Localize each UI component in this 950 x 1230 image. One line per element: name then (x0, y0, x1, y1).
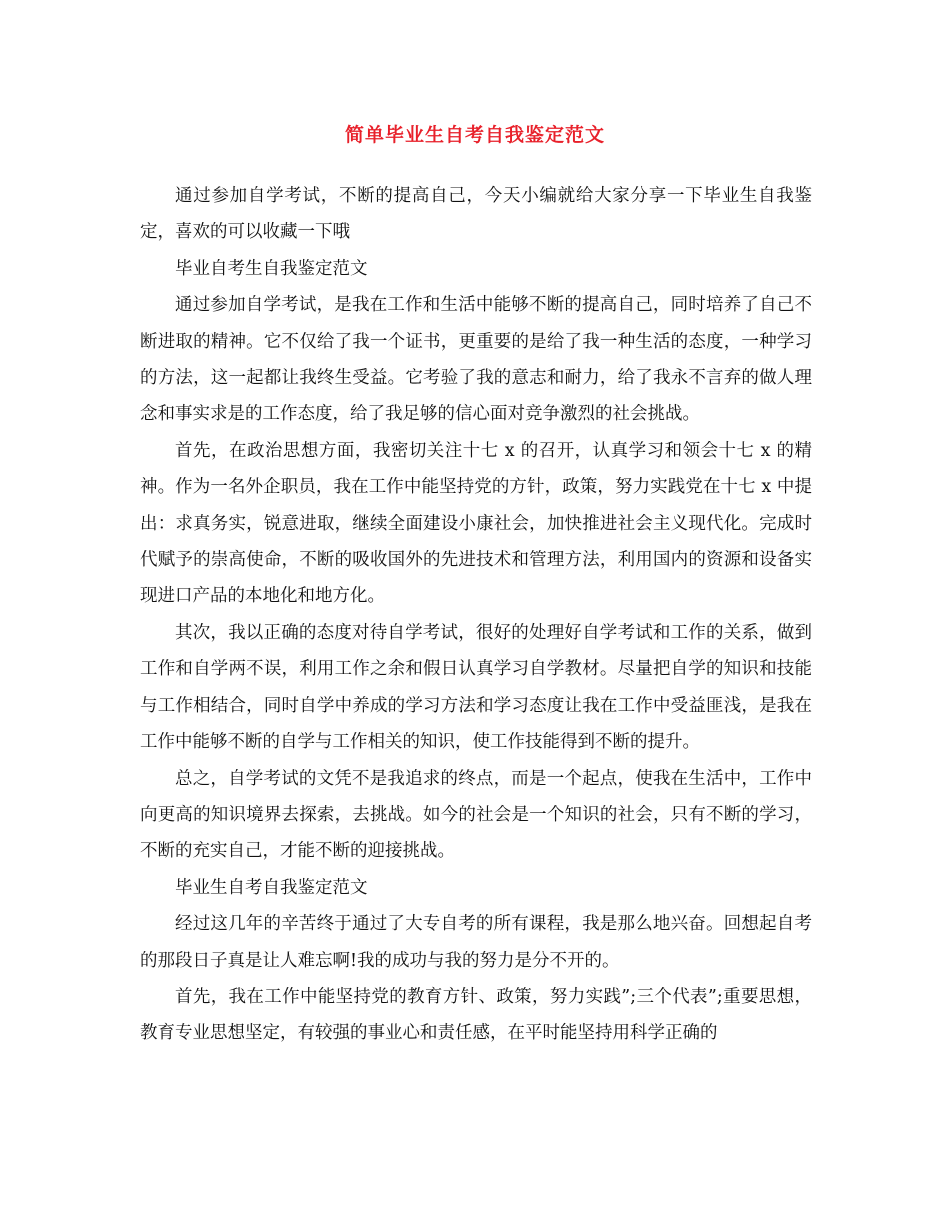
body-paragraph: 经过这几年的辛苦终于通过了大专自考的所有课程，我是那么地兴奋。回想起自考的那段日子真是让人难忘啊!我的成功与我的努力是分不开的。 (140, 914, 812, 971)
document-title: 简单毕业生自考自我鉴定范文 (344, 124, 605, 146)
section-heading-1: 毕业自考生自我鉴定范文 (175, 258, 368, 279)
document-body (140, 178, 812, 1052)
body-paragraph: 总之，自学考试的文凭不是我追求的终点，而是一个起点，使我在生活中，工作中向更高的知识境界去探索，去挑战。如今的社会是一个知识的社会，只有不断的学习，不断的充实自己，才能不断的迎接挑战。 (140, 768, 812, 862)
body-paragraph: 通过参加自学考试，是我在工作和生活中能够不断的提高自己，同时培养了自己不断进取的精神。它不仅给了我一个证书，更重要的是给了我一种生活的态度，一种学习的方法，这一起都让我终生受益。它考验了我的意志和耐力，给了我永不言弃的做人理念和事实求是的工作态度，给了我足够的信心面对竞争激烈的社会挑战。 (140, 295, 812, 425)
body-paragraph: 其次，我以正确的态度对待自学考试，很好的处理好自学考试和工作的关系，做到工作和自学两不误，利用工作之余和假日认真学习自学教材。尽量把自学的知识和技能与工作相结合，同时自学中养成的学习方法和学习态度让我在工作中受益匪浅，是我在工作中能够不断的自学与工作相关的知识，使工作技能得到不断的提升。 (140, 622, 812, 753)
section-heading-2: 毕业生自考自我鉴定范文 (175, 877, 368, 898)
intro-paragraph: 通过参加自学考试，不断的提高自己，今天小编就给大家分享一下毕业生自我鉴定，喜欢的可以收藏一下哦 (140, 186, 812, 243)
body-paragraph: 首先，在政治思想方面，我密切关注十七 x 的召开，认真学习和领会十七 x 的精神。作为一名外企职员，我在工作中能坚持党的方针，政策，努力实践党在十七 x 中提出：求真务实，锐意进取，继续全面建设小康社会，加快推进社会主义现代化。完成时代赋予的崇高使命，不断的吸收国外的先进技术和管理方法，利用国内的资源和设备实现进口产品的本地化和地方化。 (140, 440, 812, 607)
body-paragraph: 首先，我在工作中能坚持党的教育方针、政策，努力实践”;三个代表”;重要思想，教育专业思想坚定，有较强的事业心和责任感，在平时能坚持用科学正确的 (140, 986, 812, 1044)
